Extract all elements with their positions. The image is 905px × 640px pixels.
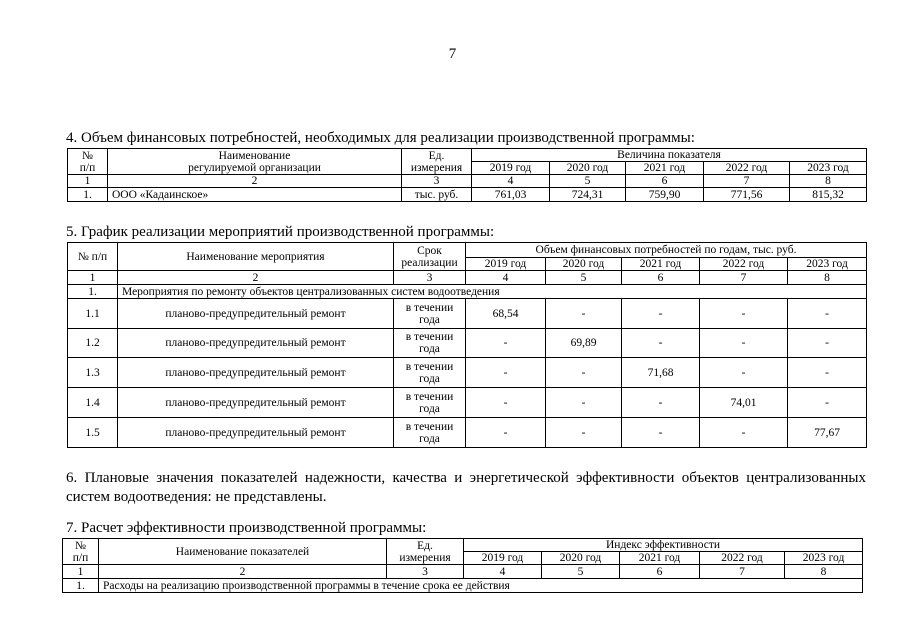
activity-name: планово-предупредительный ремонт: [118, 358, 394, 388]
table-row: [63, 579, 863, 593]
unit: тыс. руб.: [402, 188, 472, 202]
index-cell: 6: [626, 175, 704, 188]
group-row: [68, 285, 867, 299]
org-name: ООО «Кадаинское»: [108, 188, 402, 202]
value-cell: 815,32: [790, 188, 867, 202]
activity-name: планово-предупредительный ремонт: [118, 388, 394, 418]
section-7-title: 7. Расчет эффективности производственной программы:: [66, 520, 427, 536]
table-row: [68, 188, 867, 202]
header-unit: Ед. измерения: [402, 149, 472, 175]
index-cell: 4: [466, 271, 546, 285]
value-cell: -: [622, 388, 700, 418]
header-num: № п/п: [68, 243, 118, 271]
header-term: Срок реализации: [394, 243, 466, 271]
group-name: Мероприятия по ремонту объектов централизованных систем водоотведения: [118, 285, 867, 299]
value-cell: 759,90: [626, 188, 704, 202]
table-row: [68, 299, 867, 329]
index-cell: 1: [68, 175, 108, 188]
value-cell: -: [466, 418, 546, 448]
activity-name: планово-предупредительный ремонт: [118, 299, 394, 329]
index-cell: 5: [550, 175, 626, 188]
page-number: 7: [448, 46, 457, 62]
row-num: 1.: [63, 579, 99, 593]
value-cell: 69,89: [546, 329, 622, 358]
row-num: 1.5: [68, 418, 118, 448]
schedule-table: [67, 242, 867, 448]
header-year: 2019 год: [472, 162, 550, 175]
index-cell: 4: [472, 175, 550, 188]
value-cell: -: [788, 299, 867, 329]
efficiency-table: [62, 538, 863, 593]
header-financial-needs: Объем финансовых потребностей по годам, тыс. руб.: [466, 243, 867, 258]
value-cell: -: [700, 329, 788, 358]
index-cell: 8: [790, 175, 867, 188]
index-cell: 5: [542, 565, 620, 579]
index-cell: 5: [546, 271, 622, 285]
header-year: 2022 год: [700, 258, 788, 271]
value-cell: -: [700, 358, 788, 388]
activity-name: планово-предупредительный ремонт: [118, 329, 394, 358]
value-cell: 71,68: [622, 358, 700, 388]
index-cell: 2: [118, 271, 394, 285]
index-cell: 8: [785, 565, 863, 579]
value-cell: -: [788, 358, 867, 388]
row-num: 1.1: [68, 299, 118, 329]
header-activity-name: Наименование мероприятия: [118, 243, 394, 271]
index-cell: 3: [402, 175, 472, 188]
table-row: [68, 418, 867, 448]
index-cell: 8: [788, 271, 867, 285]
index-row: [63, 565, 863, 579]
index-row: [68, 271, 867, 285]
index-cell: 2: [99, 565, 387, 579]
table-row: [68, 388, 867, 418]
term: в течении года: [394, 358, 466, 388]
value-cell: -: [546, 388, 622, 418]
header-year: 2019 год: [466, 258, 546, 271]
value-cell: -: [546, 358, 622, 388]
index-cell: 7: [704, 175, 790, 188]
header-unit: Ед. измерения: [387, 539, 464, 565]
indicator-name: Расходы на реализацию производственной программы в течение срока ее действия: [99, 579, 863, 593]
table-row: [68, 358, 867, 388]
header-indicator-value: Величина показателя: [472, 149, 867, 162]
header-year: 2021 год: [622, 258, 700, 271]
value-cell: -: [466, 329, 546, 358]
value-cell: -: [622, 299, 700, 329]
index-cell: 3: [394, 271, 466, 285]
header-year: 2020 год: [542, 552, 620, 565]
header-num: № п/п: [63, 539, 99, 565]
term: в течении года: [394, 388, 466, 418]
header-year: 2019 год: [464, 552, 542, 565]
value-cell: 771,56: [704, 188, 790, 202]
header-efficiency-index: Индекс эффективности: [464, 539, 863, 552]
term: в течении года: [394, 329, 466, 358]
index-cell: 7: [700, 565, 785, 579]
financial-needs-table: [67, 148, 867, 202]
row-num: 1.2: [68, 329, 118, 358]
index-cell: 7: [700, 271, 788, 285]
table-row: [68, 329, 867, 358]
index-cell: 2: [108, 175, 402, 188]
row-num: 1.4: [68, 388, 118, 418]
row-num: 1.3: [68, 358, 118, 388]
header-year: 2022 год: [700, 552, 785, 565]
value-cell: -: [466, 388, 546, 418]
header-year: 2023 год: [790, 162, 867, 175]
value-cell: 724,31: [550, 188, 626, 202]
value-cell: 74,01: [700, 388, 788, 418]
index-cell: 6: [622, 271, 700, 285]
value-cell: 77,67: [788, 418, 867, 448]
section-6-text: 6. Плановые значения показателей надежности, качества и энергетической эффективности объектов централизованных систем водоотведения: не представлены.: [66, 470, 866, 505]
value-cell: 761,03: [472, 188, 550, 202]
index-cell: 4: [464, 565, 542, 579]
value-cell: -: [546, 418, 622, 448]
section-5-title: 5. График реализации мероприятий производственной программы:: [66, 224, 495, 240]
header-year: 2021 год: [626, 162, 704, 175]
header-num: № п/п: [68, 149, 108, 175]
value-cell: -: [788, 388, 867, 418]
header-year: 2023 год: [785, 552, 863, 565]
term: в течении года: [394, 299, 466, 329]
row-num: 1.: [68, 188, 108, 202]
value-cell: -: [700, 418, 788, 448]
value-cell: -: [622, 329, 700, 358]
header-org-name: Наименование регулируемой организации: [108, 149, 402, 175]
term: в течении года: [394, 418, 466, 448]
index-cell: 1: [68, 271, 118, 285]
value-cell: -: [546, 299, 622, 329]
header-indicator-name: Наименование показателей: [99, 539, 387, 565]
header-year: 2020 год: [546, 258, 622, 271]
header-year: 2022 год: [704, 162, 790, 175]
index-cell: 3: [387, 565, 464, 579]
value-cell: -: [700, 299, 788, 329]
activity-name: планово-предупредительный ремонт: [118, 418, 394, 448]
value-cell: -: [788, 329, 867, 358]
value-cell: -: [622, 418, 700, 448]
header-year: 2020 год: [550, 162, 626, 175]
section-4-title: 4. Объем финансовых потребностей, необходимых для реализации производственной программы:: [66, 130, 695, 146]
index-cell: 1: [63, 565, 99, 579]
index-row: [68, 175, 867, 188]
index-cell: 6: [620, 565, 700, 579]
value-cell: -: [466, 358, 546, 388]
row-num: 1.: [68, 285, 118, 299]
header-year: 2021 год: [620, 552, 700, 565]
header-year: 2023 год: [788, 258, 867, 271]
value-cell: 68,54: [466, 299, 546, 329]
